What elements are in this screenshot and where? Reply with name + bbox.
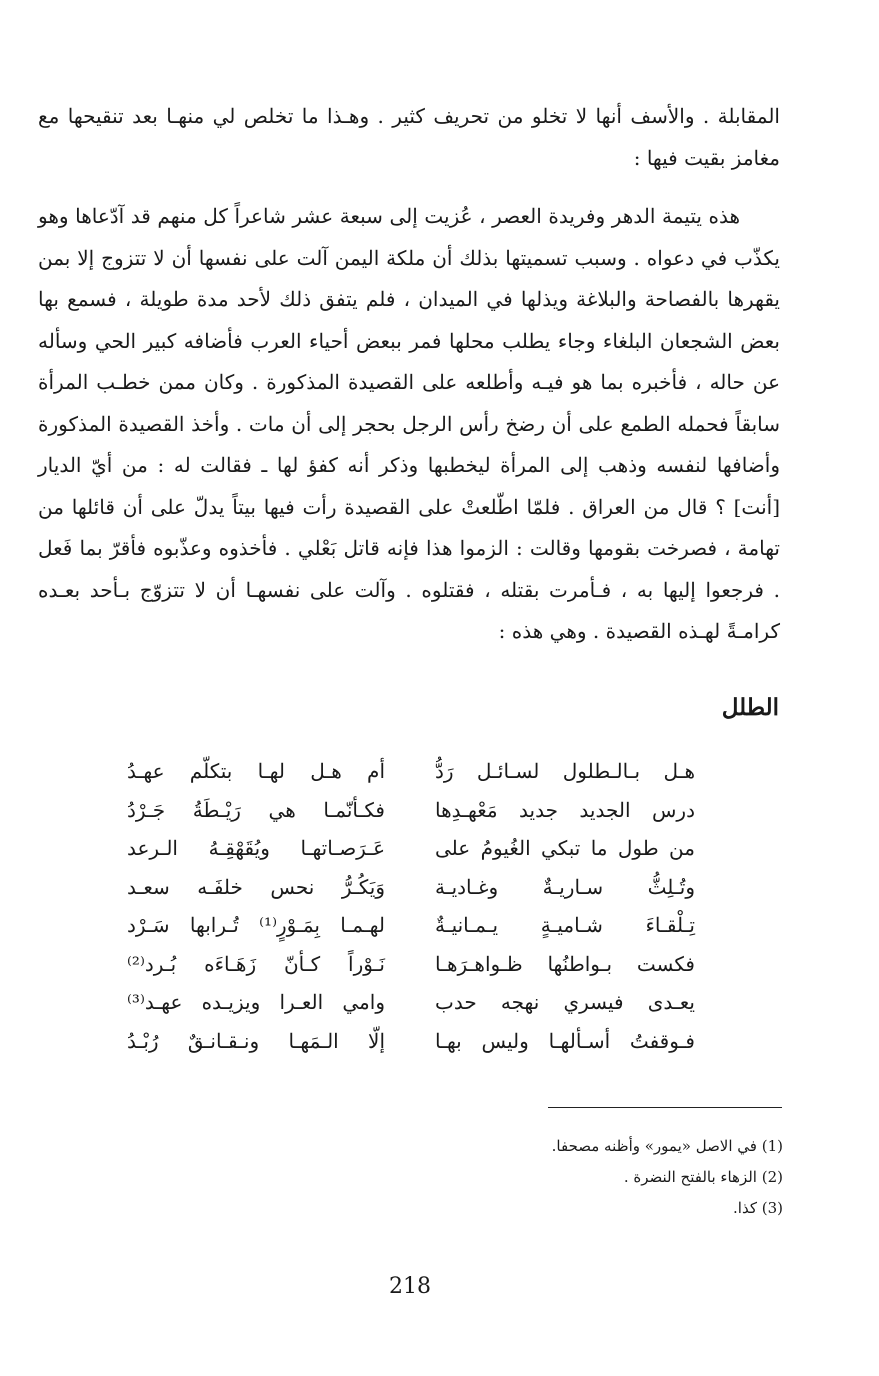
section-heading: الطلل xyxy=(721,694,779,721)
poem-verse xyxy=(0,945,879,984)
poem-verse xyxy=(0,752,879,791)
footnote-divider xyxy=(548,1107,782,1108)
verse-first-hemistich: من طول ما تبكي الغُيومُ على xyxy=(435,836,695,860)
verse-first-hemistich: فـوقفتُ أسـألهـا وليس بهـا xyxy=(435,1028,695,1053)
footnote: (3) كذا. xyxy=(733,1199,783,1217)
poem-verse xyxy=(0,906,879,945)
verse-first-hemistich: تِـلْقـاءَ شـاميـةٍ يـمـانيـةٌ xyxy=(435,913,695,937)
verse-first-hemistich: هـل بـالـطلول لسـائـل رَدُّ xyxy=(435,759,695,783)
verse-first-hemistich: فكست بـواطنُها ظـواهـرَهـا xyxy=(435,951,695,976)
poem-verse xyxy=(0,1022,879,1061)
poem-verse xyxy=(0,983,879,1022)
footnotes xyxy=(552,1131,783,1224)
verse-first-hemistich: وتُـلِثُّ سـاريـةٌ وغـاديـة xyxy=(435,874,695,899)
page-number: 218 xyxy=(389,1274,431,1299)
poem-verse xyxy=(0,791,879,830)
footnote: (2) الزهاء بالفتح النضرة . xyxy=(623,1168,783,1186)
verse-second-hemistich: أم هـل لهـا بتكلّم عهـدُ xyxy=(127,759,385,783)
verse-second-hemistich: نَـوْراً كـأنّ زَهَـاءَه بُـرد⁽²⁾ xyxy=(127,951,385,976)
verse-second-hemistich: عَـرَصـاتهـا ويُقَهْقِـهُ الـرعد xyxy=(127,836,385,860)
verse-second-hemistich: وامي العـرا ويزيـده عهـد⁽³⁾ xyxy=(127,990,385,1014)
verse-first-hemistich: يعـدى فيسري نهجه حدب xyxy=(435,990,695,1014)
verse-second-hemistich: لهـمـا بِمَـوْرٍ⁽¹⁾ تُـرابها سَـرْد xyxy=(127,913,385,937)
body-paragraph: هذه يتيمة الدهر وفريدة العصر ، عُزيت إلى سبعة عشر شاعراً كل منهم قد آدّعاها وهو يكذّب في دعواه . وسبب تسميتها بذلك أن ملكة اليمن آلت على نفسها أن لا تتزوج إلا بمن يقهرها بالفصاحة والبلاغة ويذلها في الميدان ، فلم يتفق ذلك لأحد مدة طويلة ، فسمع بها بعض الشجعان البلغاء وجاء يطلب محلها فمر ببعض أحياء العرب فأضافه كبير الحي وسأله عن حاله ، فأخبره بما هو فيـه وأطلعه على القصيدة المذكورة . وكان ممن خطـب المرأة سابقاً فحمله الطمع على أن رضخ رأس الرجل بحجر إلى أن مات . وأخذ القصيدة المذكورة وأضافها لنفسه وذهب إلى المرأة ليخطبها وذكر أنه كفؤ لها ـ فقالت له : من أيّ الديار [أنت] ؟ قال من العراق . فلمّا اطّلعتْ على القصيدة رأت فيها بيتاً يدلّ على أن قائلها من تهامة ، فصرخت بقومها وقالت : الزموا هذا فإنه قاتل بَعْلي . فأخذوه وعذّبوه فأقرّ بما فَعل . فرجعوا إليها به ، فـأمرت بقتله ، فقتلوه . وآلت على نفسهـا أن لا تتزوّج بـأحد بعـده كرامـةً لهـذه القصيدة . وهي هذه : xyxy=(38,204,780,643)
poem xyxy=(0,752,879,1060)
verse-second-hemistich: إلّا الـمَهـا ونـقـانـقٌ رُبْـدُ xyxy=(127,1028,385,1053)
poem-verse xyxy=(0,829,879,868)
verse-second-hemistich: وَيَكُـرُّ نحس خلفَـه سعـد xyxy=(127,874,385,899)
poem-verse xyxy=(0,868,879,907)
footnote: (1) في الاصل «يمور» وأظنه مصحفا. xyxy=(551,1137,783,1155)
verse-second-hemistich: فكـأنّمـا هي رَيْـطَةُ جَـرْدُ xyxy=(127,797,385,822)
body-paragraph: المقابلة . والأسف أنها لا تخلو من تحريف كثير . وهـذا ما تخلص لي منهـا بعد تنقيحها مع مغامز بقيت فيها : xyxy=(38,104,780,170)
verse-first-hemistich: درس الجديد جديد مَعْهـدِها xyxy=(435,797,695,822)
